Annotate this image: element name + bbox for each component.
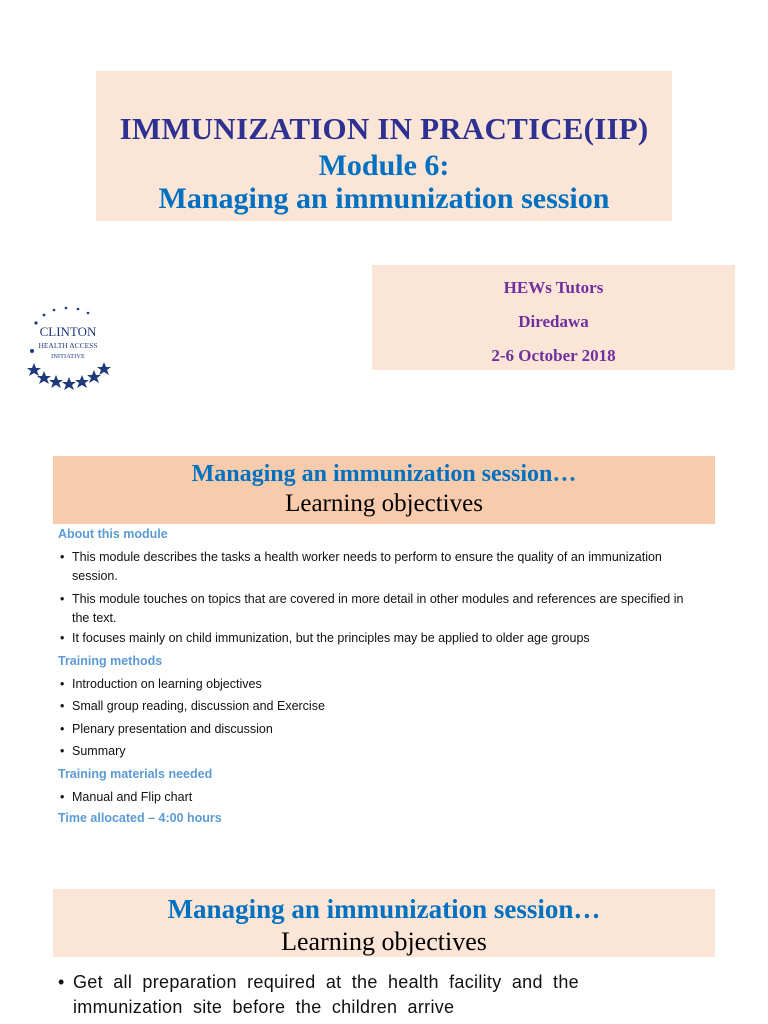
list-item-text: Summary — [72, 744, 126, 758]
list-item-text: Small group reading, discussion and Exercise — [72, 699, 325, 713]
list-item-text: Introduction on learning objectives — [72, 677, 262, 691]
training-materials-heading: Training materials needed — [58, 767, 213, 781]
page-title: IMMUNIZATION IN PRACTICE(IIP) — [119, 111, 649, 146]
list-item-text: This module describes the tasks a health worker needs to perform to ensure the quality of an immunization session. — [72, 550, 662, 583]
list-item — [58, 970, 698, 1020]
slide2-subheading: Learning objectives — [281, 927, 487, 956]
list-item — [60, 590, 700, 628]
bullet-icon: • — [60, 631, 65, 645]
logo-graphic — [22, 303, 114, 395]
about-module-heading: About this module — [58, 527, 168, 541]
info-panel — [372, 265, 735, 370]
list-item-text: Plenary presentation and discussion — [72, 722, 273, 736]
list-item — [60, 675, 700, 694]
list-item — [60, 788, 700, 807]
time-allocated-label: Time allocated – 4:00 hours — [58, 811, 222, 825]
title-panel — [96, 71, 672, 221]
module-title: Managing an immunization session — [158, 182, 610, 215]
logo-text-health-access: HEALTH ACCESS — [38, 341, 98, 350]
audience-label: HEWs Tutors — [503, 278, 604, 297]
bullet-icon: • — [60, 592, 65, 606]
bullet-icon: • — [60, 722, 65, 736]
list-item — [60, 697, 700, 716]
bullet-icon: • — [60, 744, 65, 758]
list-item-text: This module touches on topics that are covered in more detail in other modules and references are specified in the text. — [72, 592, 684, 625]
training-methods-heading: Training methods — [58, 654, 163, 668]
list-item-text: It focuses mainly on child immunization, but the principles may be applied to older age groups — [72, 631, 590, 645]
location-label: Diredawa — [518, 312, 589, 331]
clinton-logo — [22, 303, 114, 395]
dates-label: 2-6 October 2018 — [491, 346, 616, 365]
slide2-header — [53, 889, 715, 957]
list-item-text: Get all preparation required at the health facility and the immunization site before the children arrive — [73, 972, 579, 1017]
bullet-icon: • — [58, 972, 65, 992]
module-number: Module 6: — [318, 149, 450, 182]
slide1-heading: Managing an immunization session… — [191, 461, 577, 487]
slide1-subheading: Learning objectives — [285, 490, 483, 517]
logo-text-initiative: INITIATIVE — [51, 353, 85, 360]
logo-text-clinton: CLINTON — [39, 324, 97, 339]
list-item — [60, 548, 700, 586]
slide1-header — [53, 456, 715, 524]
list-item — [60, 629, 700, 648]
slide2-heading: Managing an immunization session… — [167, 894, 601, 924]
bullet-icon: • — [60, 677, 65, 691]
list-item — [60, 742, 700, 761]
bullet-icon: • — [60, 699, 65, 713]
list-item-text: Manual and Flip chart — [72, 790, 193, 804]
bullet-icon: • — [60, 790, 65, 804]
list-item — [60, 720, 700, 739]
bullet-icon: • — [60, 550, 65, 564]
